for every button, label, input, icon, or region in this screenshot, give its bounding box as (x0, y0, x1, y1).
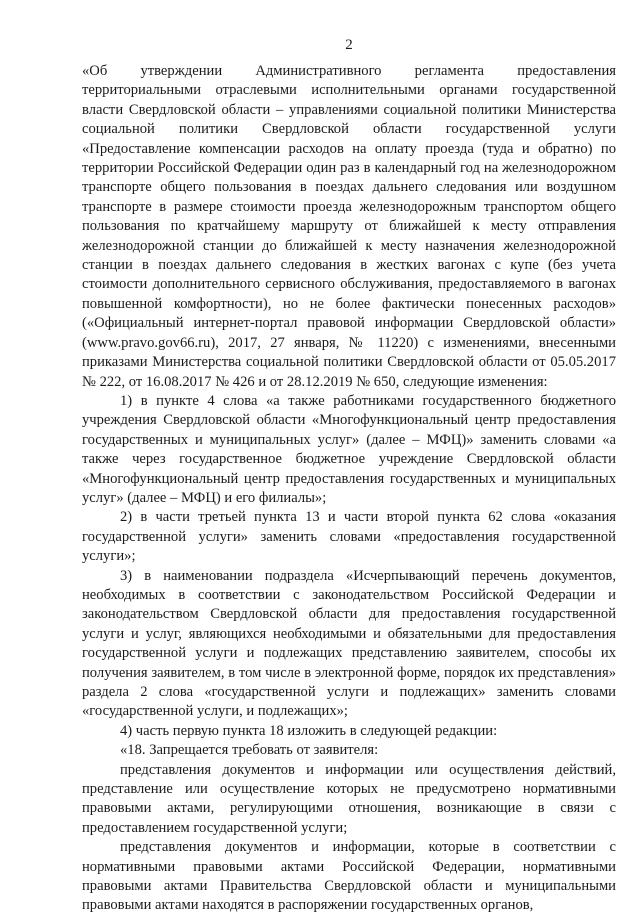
paragraph-item-1: 1) в пункте 4 слова «а также работниками государственного бюджетного учреждения Свердловской области «Многофункциональный центр предоставления государственных и муниципальных услуг» (далее – МФЦ)» заменить словами «а также через государственное бюджетное учреждение Свердловской области «Многофункциональный центр предоставления государственных и муниципальных услуг» (далее – МФЦ) и его филиалы»; (82, 392, 616, 506)
page-number: 2 (345, 37, 353, 53)
paragraph-item-2: 2) в части третьей пункта 13 и части второй пункта 62 слова «оказания государственной услуги» заменить словами «предоставления государственной услуги»; (82, 509, 616, 565)
paragraph-order-title: «Об утверждении Административного регламента предоставления территориальными отраслевыми исполнительными органами государственной власти Свердловской области – управлениями социальной политики Министерства социальной политики Свердловской области государственной услуги «Предоставление компенсации расходов на оплату проезда (туда и обратно) по территории Российской Федерации один раз в календарный год на железнодорожном транспорте общего пользования в поездах дальнего следования или воздушном транспорте в размере стоимости проезда железнодорожным транспортом общего пользования по кратчайшему маршруту от ближайшей к месту отправления железнодорожной станции до ближайшей к месту назначения железнодорожной станции в поездах дальнего следования в жестких вагонах с купе (без учета стоимости дополнительного сервисного обслуживания, предоставляемого в вагонах повышенной комфортности), но не более фактически понесенных расходов» («Официальный интернет-портал правовой информации Свердловской области» (www.pravo.gov66.ru), 2017, 27 января, № 11220) с изменениями, внесенными приказами Министерства социальной политики Свердловской области от 05.05.2017 № 222, от 16.08.2017 № 426 и от 28.12.2019 № 650, следующие изменения: (82, 63, 616, 390)
paragraph-clause-18: «18. Запрещается требовать от заявителя: (120, 742, 379, 759)
document-page (82, 36, 616, 916)
paragraph-clause-18-part-1: представления документов и информации или осуществления действий, представление или осуществление которых не предусмотрено нормативными правовыми актами, регулирующими отношения, возникающие в связи с предоставлением государственной услуги; (82, 761, 616, 836)
paragraph-clause-18-part-2: представления документов и информации, которые в соответствии с нормативными правовыми актами Российской Федерации, нормативными правовыми актами Правительства Свердловской области и муниципальными правовыми актами находятся в распоряжении государственных органов, (82, 839, 616, 914)
paragraph-item-3: 3) в наименовании подраздела «Исчерпывающий перечень документов, необходимых в соответствии с законодательством Российской Федерации и законодательством Свердловской области для предоставления государственной услуги и услуг, являющихся необходимыми и обязательными для предоставления государственной услуги и подлежащих представлению заявителем, способы их получения заявителем, в том числе в электронной форме, порядок их представления» раздела 2 слова «государственной услуги и подлежащих» заменить словами «государственной услуги, и подлежащих»; (82, 567, 616, 720)
paragraph-item-4: 4) часть первую пункта 18 изложить в следующей редакции: (120, 722, 498, 739)
